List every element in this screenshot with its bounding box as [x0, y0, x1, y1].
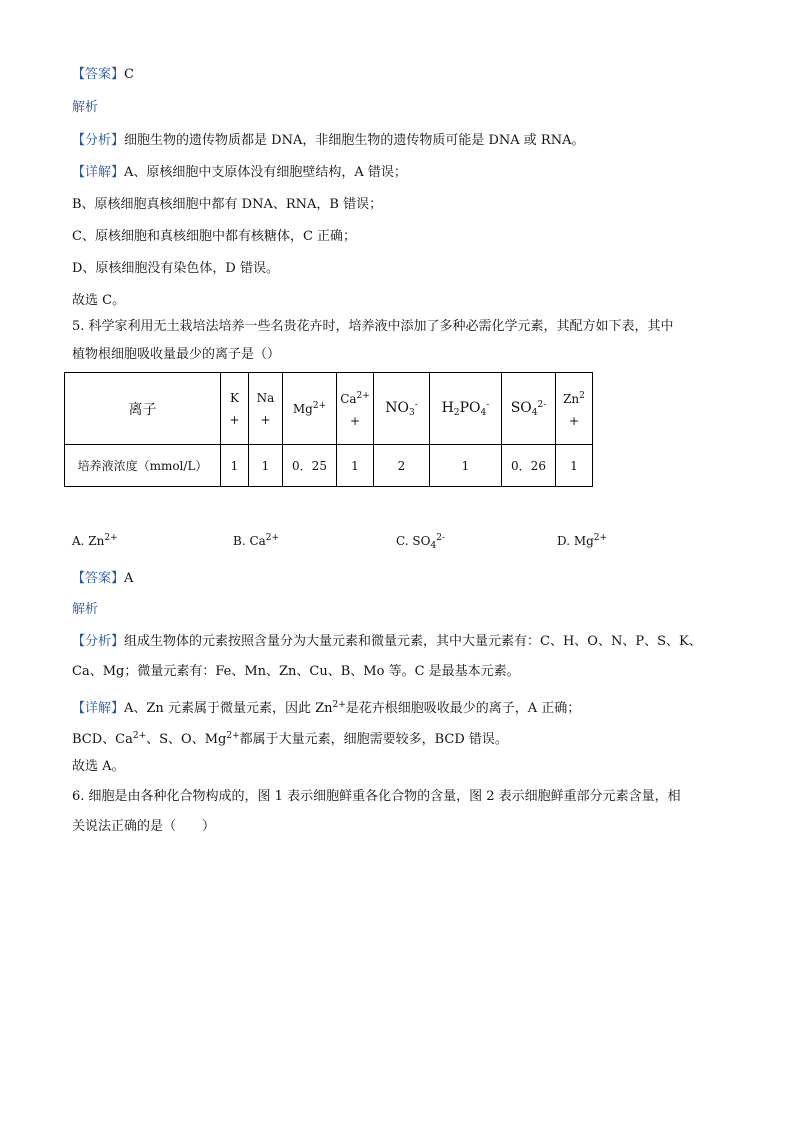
ion-k: K + — [221, 373, 249, 445]
ion-no3: $NO_3^-$ — [374, 373, 430, 445]
header-ion-cell: 离子 — [65, 373, 221, 445]
answer-value: A — [124, 571, 134, 586]
ion-zn: $Zn^2$ + — [556, 373, 593, 445]
q4-analysis-heading: 解析 — [72, 100, 99, 115]
q4-detail-c: C、原核细胞和真核细胞中都有核糖体，C 正确； — [72, 229, 357, 244]
q5-analysis-heading: 解析 — [72, 602, 99, 617]
ion-ca: $Ca^{2+}$ + — [337, 373, 374, 445]
q5-detail-bcd: BCD、$Ca^{2+}$、S、O、$Mg^{2+}$都属于大量元素，细胞需要较多，BCD 错误。 — [72, 731, 508, 747]
q5-analysis-line2: Ca、Mg；微量元素有：Fe、Mn、Zn、Cu、B、Mo 等。C 是最基本元素。 — [72, 664, 520, 679]
ion-h2po4: $H_2PO_4^-$ — [430, 373, 502, 445]
conc-so4: 0．26 — [502, 445, 556, 487]
conc-no3: 2 — [374, 445, 430, 487]
q5-conclusion: 故选 A。 — [72, 759, 125, 774]
q5-stem-line1: 5. 科学家利用无土栽培法培养一些名贵花卉时，培养液中添加了多种必需化学元素，其配方如下表，其中 — [72, 319, 674, 334]
option-b: B. $Ca^{2+}$ — [233, 533, 280, 548]
conc-h2po4: 1 — [430, 445, 502, 487]
q5-analysis-line1: 【分析】组成生物体的元素按照含量分为大量元素和微量元素，其中大量元素有：C、H、O、N、P、S、K、 — [72, 634, 702, 649]
q4-analysis-line — [72, 132, 584, 150]
conc-na: 1 — [249, 445, 283, 487]
detail-tag: 【详解】 — [72, 701, 125, 716]
conc-ca: 1 — [337, 445, 374, 487]
conc-mg: 0．25 — [283, 445, 337, 487]
q4-detail-b: B、原核细胞真核细胞中都有 DNA、RNA，B 错误； — [72, 197, 383, 212]
option-d: D. $Mg^{2+}$ — [557, 533, 608, 548]
q6-stem-line1: 6. 细胞是由各种化合物构成的，图 1 表示细胞鲜重各化合物的含量，图 2 表示细胞鲜重部分元素含量，相 — [72, 789, 681, 804]
analysis-text: 细胞生物的遗传物质都是 DNA，非细胞生物的遗传物质可能是 DNA 或 RNA。 — [124, 133, 585, 148]
q4-detail-d: D、原核细胞没有染色体，D 错误。 — [72, 261, 279, 276]
answer-value: C — [124, 67, 134, 82]
table-row-ions — [65, 373, 593, 445]
option-a: A. $Zn^{2+}$ — [72, 533, 118, 548]
conc-zn: 1 — [556, 445, 593, 487]
q6-stem-line2: 关说法正确的是（ ） — [72, 819, 216, 834]
detail-tag: 【详解】 — [72, 165, 125, 180]
table-row-concentration — [65, 445, 593, 487]
q5-detail-a: 【详解】A、Zn 元素属于微量元素，因此 $Zn^{2+}$是花卉根细胞吸收最少的离子，A 正确； — [72, 700, 581, 716]
answer-tag: 【答案】 — [72, 571, 125, 586]
conc-k: 1 — [221, 445, 249, 487]
ion-mg: $Mg^{2+}$ — [283, 373, 337, 445]
analysis-tag: 【分析】 — [72, 133, 125, 148]
q4-answer-line — [72, 66, 134, 84]
ion-concentration-table — [64, 372, 593, 487]
header-conc-cell: 培养液浓度（mmol/L） — [65, 445, 221, 487]
option-c: C. $SO_4^{2-}$ — [396, 533, 445, 551]
analysis-tag: 【分析】 — [72, 634, 125, 649]
ion-so4: $SO_4^{2-}$ — [502, 373, 556, 445]
answer-tag: 【答案】 — [72, 67, 125, 82]
q4-detail-a: 【详解】A、原核细胞中支原体没有细胞壁结构，A 错误； — [72, 165, 407, 180]
q5-stem-line2: 植物根细胞吸收量最少的离子是（） — [72, 347, 281, 362]
q5-answer-line — [72, 570, 133, 588]
ion-na: Na + — [249, 373, 283, 445]
q4-conclusion: 故选 C。 — [72, 293, 126, 308]
